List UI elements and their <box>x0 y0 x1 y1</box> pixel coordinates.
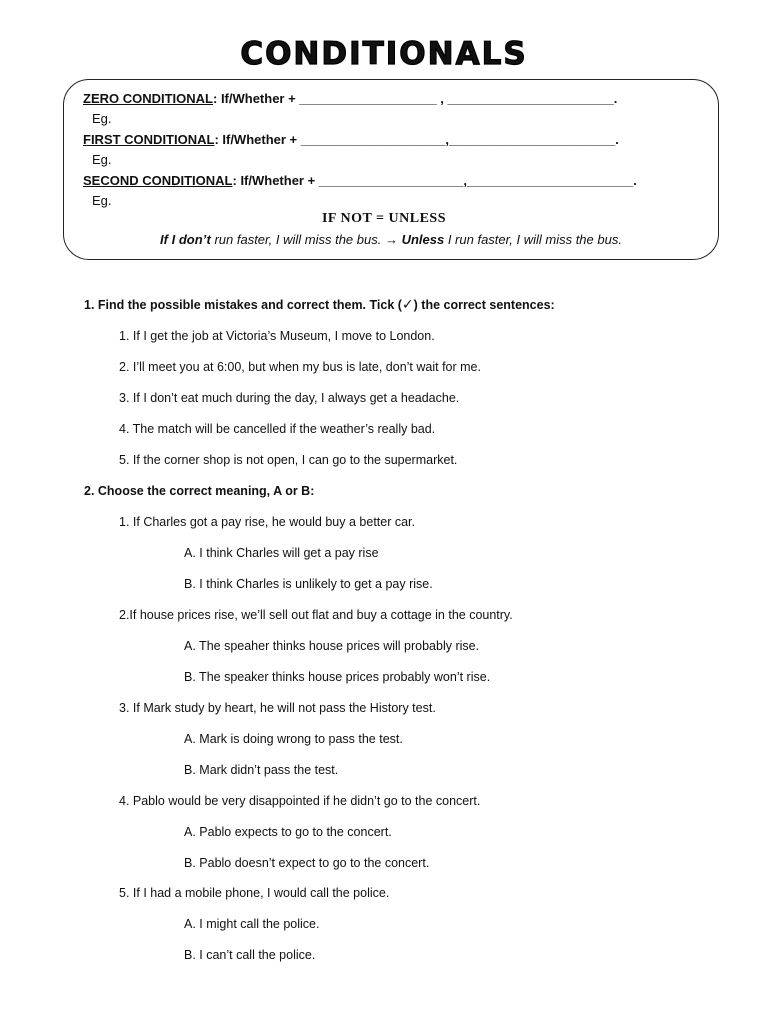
rule-formula: : If/Whether + ____________________,_______________________. <box>214 132 619 147</box>
rule-name: FIRST CONDITIONAL <box>83 132 215 147</box>
option-b: B. Pablo doesn’t expect to go to the concert. <box>184 856 430 870</box>
first-conditional-rule <box>83 132 619 148</box>
first-conditional-example-label: Eg. <box>92 152 112 167</box>
unless-word: Unless <box>397 232 445 247</box>
rule-formula: : If/Whether + ____________________,_______________________. <box>232 173 637 188</box>
exercise-1-item: 5. If the corner shop is not open, I can go to the supermarket. <box>119 453 458 467</box>
exercise-2-heading: 2. Choose the correct meaning, A or B: <box>84 484 315 498</box>
zero-conditional-example-label: Eg. <box>92 111 112 126</box>
example-part-2: I run faster, I will miss the bus. <box>444 232 622 247</box>
option-b: B. Mark didn’t pass the test. <box>184 763 339 777</box>
exercise-1-heading <box>84 296 555 313</box>
zero-conditional-rule <box>83 91 617 107</box>
unless-heading: IF NOT = UNLESS <box>321 211 446 226</box>
option-a: A. I think Charles will get a pay rise <box>184 546 379 560</box>
exercise-1-item: 4. The match will be cancelled if the weather’s really bad. <box>119 422 436 436</box>
rule-name: SECOND CONDITIONAL <box>83 173 233 188</box>
example-part-1: run faster, I will miss the bus. <box>210 232 385 247</box>
exercise-1-item: 3. If I don’t eat much during the day, I always get a headache. <box>119 391 460 405</box>
second-conditional-rule <box>83 173 637 189</box>
exercise-1-item: 2. I’ll meet you at 6:00, but when my bus is late, don’t wait for me. <box>119 360 481 374</box>
exercise-2-question: 3. If Mark study by heart, he will not pass the History test. <box>119 701 436 715</box>
if-word: If <box>160 232 168 247</box>
unless-example <box>0 232 768 247</box>
exercise-2-question: 5. If I had a mobile phone, I would call the police. <box>119 886 390 900</box>
option-a: A. I might call the police. <box>184 917 320 931</box>
exercise-1-item: 1. If I get the job at Victoria’s Museum, I move to London. <box>119 329 435 343</box>
exercise-2-question: 1. If Charles got a pay rise, he would buy a better car. <box>119 515 415 529</box>
second-conditional-example-label: Eg. <box>92 193 112 208</box>
rule-name: ZERO CONDITIONAL <box>83 91 213 106</box>
dont-word: I don’t <box>171 232 211 247</box>
rule-formula: : If/Whether + ___________________ , _______________________. <box>213 91 618 106</box>
exercise-2-question: 2.If house prices rise, we’ll sell out flat and buy a cottage in the country. <box>119 608 513 622</box>
worksheet-title: CONDITIONALS <box>240 36 528 72</box>
check-mark-icon: ✓ <box>401 296 414 312</box>
option-a: A. Mark is doing wrong to pass the test. <box>184 732 403 746</box>
arrow-icon: → <box>384 232 398 247</box>
heading-text: ) the correct sentences: <box>413 298 555 312</box>
option-a: A. Pablo expects to go to the concert. <box>184 825 392 839</box>
exercise-2-question: 4. Pablo would be very disappointed if he didn’t go to the concert. <box>119 794 481 808</box>
option-a: A. The speaher thinks house prices will probably rise. <box>184 639 480 653</box>
heading-text: 1. Find the possible mistakes and correct them. Tick ( <box>84 298 402 312</box>
option-b: B. The speaker thinks house prices probably won’t rise. <box>184 670 491 684</box>
option-b: B. I think Charles is unlikely to get a pay rise. <box>184 577 433 591</box>
option-b: B. I can’t call the police. <box>184 948 316 962</box>
